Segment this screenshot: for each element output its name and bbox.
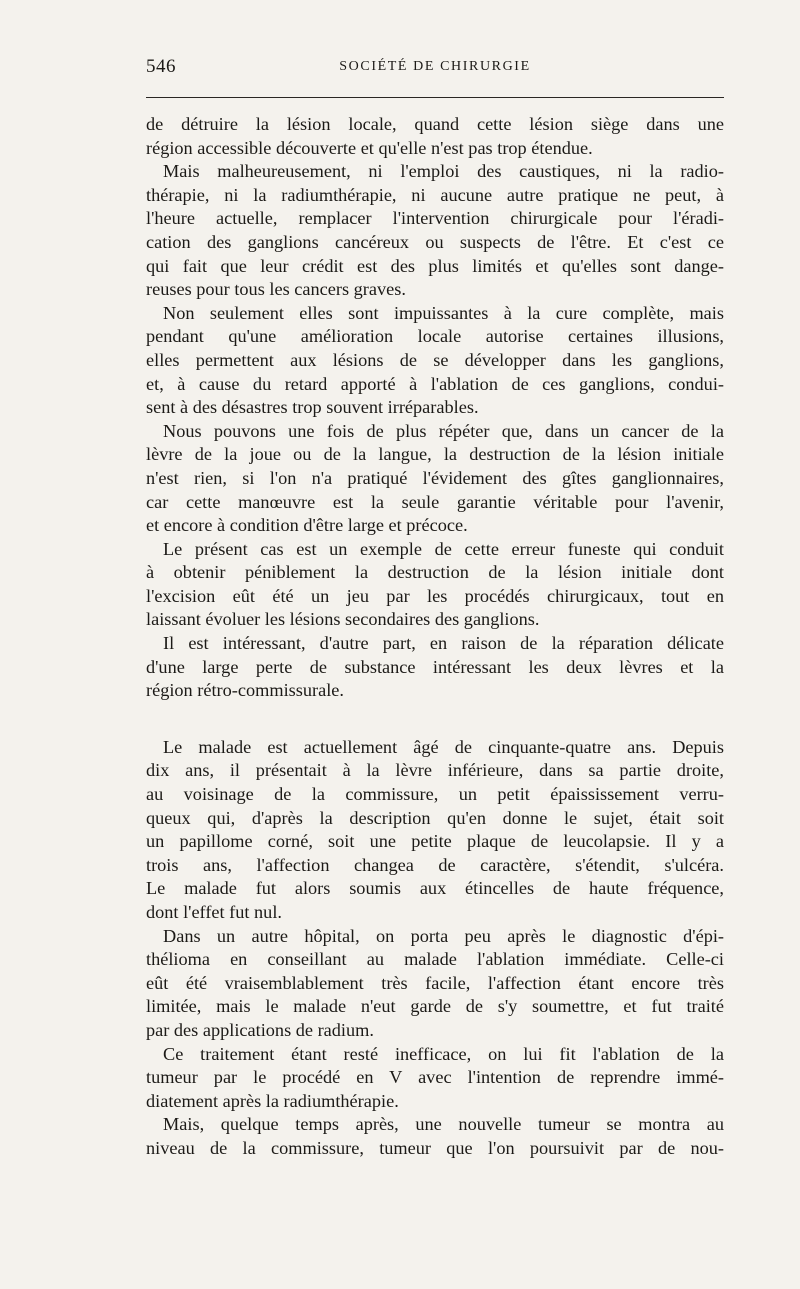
text-line: Il est intéressant, d'autre part, en raison de la réparation délicate (163, 633, 724, 654)
paragraph (146, 160, 724, 302)
text-line: laissant évoluer les lésions secondaires des ganglions. (146, 609, 540, 630)
text-line: dont l'effet fut nul. (146, 902, 282, 922)
text-line: un papillome corné, soit une petite plaque de leucolapsie. Il y a (146, 831, 724, 852)
body-text (146, 113, 724, 1161)
text-line: cation des ganglions cancéreux ou suspects de l'être. Et c'est ce (146, 231, 724, 252)
text-line: l'heure actuelle, remplacer l'intervention chirurgicale pour l'éradi- (146, 208, 724, 229)
text-line: d'une large perte de substance intéressant les deux lèvres et la (146, 656, 724, 677)
text-line: Le malade fut alors soumis aux étincelles de haute fréquence, (146, 878, 724, 899)
text-line: au voisinage de la commissure, un petit épaississement verru- (146, 784, 724, 805)
text-line: reuses pour tous les cancers graves. (146, 279, 406, 300)
running-head: SOCIÉTÉ DE CHIRURGIE (339, 59, 531, 74)
text-line: tumeur par le procédé en V avec l'intention de reprendre immé- (146, 1067, 724, 1088)
text-line: pendant qu'une amélioration locale autorise certaines illusions, (146, 326, 724, 347)
text-line: trois ans, l'affection changea de caractère, s'étendit, s'ulcéra. (146, 854, 724, 875)
paragraph (146, 538, 724, 632)
text-line: et encore à condition d'être large et précoce. (146, 515, 468, 536)
text-line: Le présent cas est un exemple de cette erreur funeste qui conduit (163, 538, 724, 559)
paragraph (146, 1043, 724, 1114)
text-line: thélioma en conseillant au malade l'ablation immédiate. Celle-ci (146, 949, 724, 970)
text-line: sent à des désastres trop souvent irréparables. (146, 397, 479, 418)
text-line: lèvre de la joue ou de la langue, la destruction de la lésion initiale (146, 444, 724, 465)
text-line: Ce traitement étant resté inefficace, on lui fit l'ablation de la (163, 1043, 724, 1064)
text-line: l'excision eût été un jeu par les procédés chirurgicaux, tout en (146, 585, 724, 606)
text-line: limitée, mais le malade n'eut garde de s'y soumettre, et fut traité (146, 996, 724, 1017)
text-line: Nous pouvons une fois de plus répéter que, dans un cancer de la (163, 420, 724, 441)
text-line: par des applications de radium. (146, 1019, 374, 1040)
text-line: Dans un autre hôpital, on porta peu après le diagnostic d'épi- (163, 925, 724, 946)
text-line: à obtenir péniblement la destruction de la lésion initiale dont (146, 562, 724, 583)
text-line: queux qui, d'après la description qu'en donne le sujet, était soit (146, 807, 724, 828)
text-line: n'est rien, si l'on n'a pratiqué l'évidement des gîtes ganglionnaires, (146, 467, 724, 488)
text-line: Non seulement elles sont impuissantes à la cure complète, mais (163, 302, 724, 323)
text-line: elles permettent aux lésions de se développer dans les ganglions, (146, 349, 724, 370)
paragraph (146, 420, 724, 538)
text-line: région accessible découverte et qu'elle n'est pas trop étendue. (146, 137, 593, 158)
paragraph (146, 302, 724, 420)
text-line: qui fait que leur crédit est des plus limités et qu'elles sont dange- (146, 255, 724, 276)
page-number: 546 (146, 56, 176, 77)
text-line: Le malade est actuellement âgé de cinquante-quatre ans. Depuis (163, 736, 724, 757)
paragraph (146, 1113, 724, 1160)
text-line: Mais malheureusement, ni l'emploi des caustiques, ni la radio- (163, 161, 724, 182)
header-rule (146, 97, 724, 98)
text-line: car cette manœuvre est la seule garantie véritable pour l'avenir, (146, 491, 724, 512)
paragraph (146, 632, 724, 703)
text-line: région rétro-commissurale. (146, 680, 344, 701)
paragraph (146, 925, 724, 1043)
text-line: diatement après la radiumthérapie. (146, 1090, 399, 1111)
section-gap (146, 703, 724, 736)
text-line: thérapie, ni la radiumthérapie, ni aucune autre pratique ne peut, à (146, 184, 724, 205)
text-line: dix ans, il présentait à la lèvre inférieure, dans sa partie droite, (146, 760, 724, 781)
paragraph (146, 113, 724, 160)
page-header (146, 52, 724, 86)
text-line: eût été vraisemblablement très facile, l'affection étant encore très (146, 972, 724, 993)
paragraph (146, 736, 724, 925)
text-line: niveau de la commissure, tumeur que l'on poursuivit par de nou- (146, 1137, 724, 1158)
text-line: et, à cause du retard apporté à l'ablation de ces ganglions, condui- (146, 373, 724, 394)
text-line: de détruire la lésion locale, quand cette lésion siège dans une (146, 114, 724, 134)
text-line: Mais, quelque temps après, une nouvelle tumeur se montra au (163, 1114, 724, 1135)
